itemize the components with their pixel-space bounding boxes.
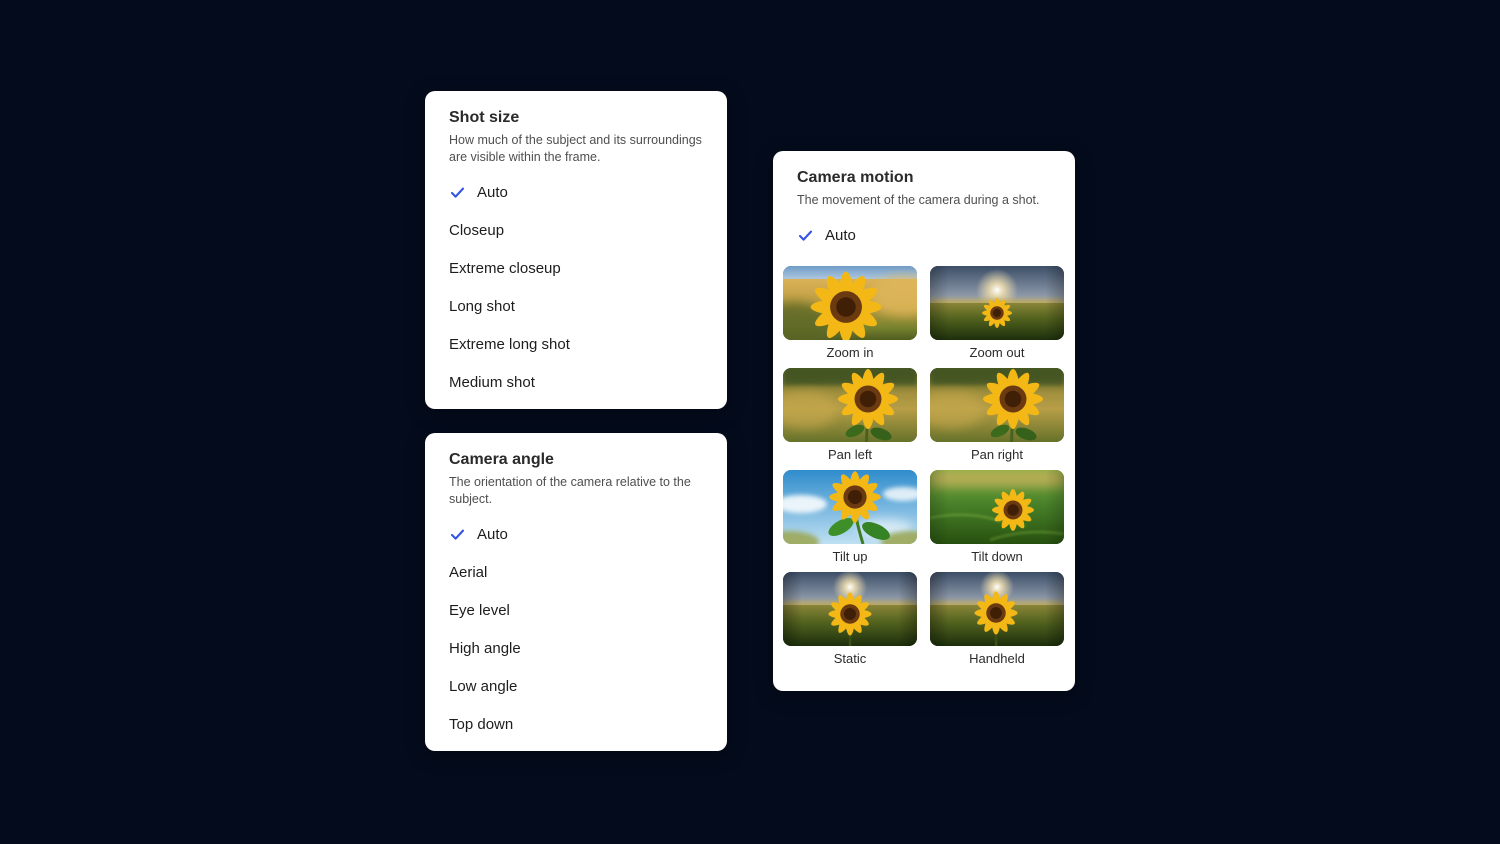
option-label: High angle [449,639,521,657]
option-label: Aerial [449,563,488,581]
camera-angle-option-top-down[interactable] [449,705,703,743]
camera-angle-option-auto[interactable] [449,515,703,553]
zoom-out-thumbnail [930,266,1064,340]
motion-option-pan-left[interactable] [783,368,917,463]
motion-option-tilt-up[interactable] [783,470,917,565]
motion-option-zoom-in[interactable] [783,266,917,361]
option-label: Eye level [449,601,510,619]
camera-angle-option-aerial[interactable] [449,553,703,591]
option-label: Closeup [449,221,505,239]
shot-size-option-auto[interactable] [449,173,703,211]
motion-label: Static [833,651,867,666]
handheld-thumbnail [930,572,1064,646]
option-label: Medium shot [449,373,535,391]
shot-size-option-medium-shot[interactable] [449,363,703,401]
camera-motion-description: The movement of the camera during a shot. [797,193,1040,207]
shot-size-option-long-shot[interactable] [449,287,703,325]
camera-angle-description: The orientation of the camera relative to the subject. [449,475,691,506]
shot-size-option-closeup[interactable] [449,211,703,249]
motion-label: Pan right [970,447,1024,462]
camera-angle-options [449,515,703,743]
option-label: Top down [449,715,514,733]
checkmark-icon [797,227,814,244]
pan-right-thumbnail [930,368,1064,442]
shot-size-panel [425,91,727,409]
pan-left-thumbnail [783,368,917,442]
camera-angle-title: Camera angle [449,451,554,468]
checkmark-icon [449,526,466,543]
zoom-in-thumbnail [783,266,917,340]
checkmark-icon [449,184,466,201]
option-label: Auto [477,525,508,543]
camera-motion-option-auto[interactable] [797,216,1051,254]
shot-size-option-extreme-closeup[interactable] [449,249,703,287]
camera-angle-option-eye-level[interactable] [449,591,703,629]
tilt-down-thumbnail [930,470,1064,544]
motion-label: Tilt down [971,549,1023,564]
tilt-up-thumbnail [783,470,917,544]
option-label: Low angle [449,677,518,695]
camera-motion-options [797,216,1051,254]
motion-option-handheld[interactable] [930,572,1064,667]
option-label: Long shot [449,297,515,315]
shot-size-option-extreme-long-shot[interactable] [449,325,703,363]
camera-angle-panel [425,433,727,751]
shot-size-description: How much of the subject and its surroundings are visible within the frame. [449,133,702,164]
option-label: Auto [825,226,856,244]
camera-motion-title: Camera motion [797,169,914,186]
static-thumbnail [783,572,917,646]
motion-label: Zoom in [826,345,874,360]
motion-label: Zoom out [969,345,1025,360]
camera-angle-option-high-angle[interactable] [449,629,703,667]
motion-label: Pan left [827,447,873,462]
motion-label: Handheld [969,651,1025,666]
motion-option-zoom-out[interactable] [930,266,1064,361]
option-label: Extreme long shot [449,335,570,353]
shot-size-title: Shot size [449,109,520,126]
motion-option-static[interactable] [783,572,917,667]
camera-motion-panel [773,151,1075,691]
shot-size-options [449,173,703,401]
camera-motion-grid [783,266,1065,667]
option-label: Extreme closeup [449,259,561,277]
motion-label: Tilt up [832,549,868,564]
option-label: Auto [477,183,508,201]
motion-option-tilt-down[interactable] [930,470,1064,565]
camera-angle-option-low-angle[interactable] [449,667,703,705]
motion-option-pan-right[interactable] [930,368,1064,463]
